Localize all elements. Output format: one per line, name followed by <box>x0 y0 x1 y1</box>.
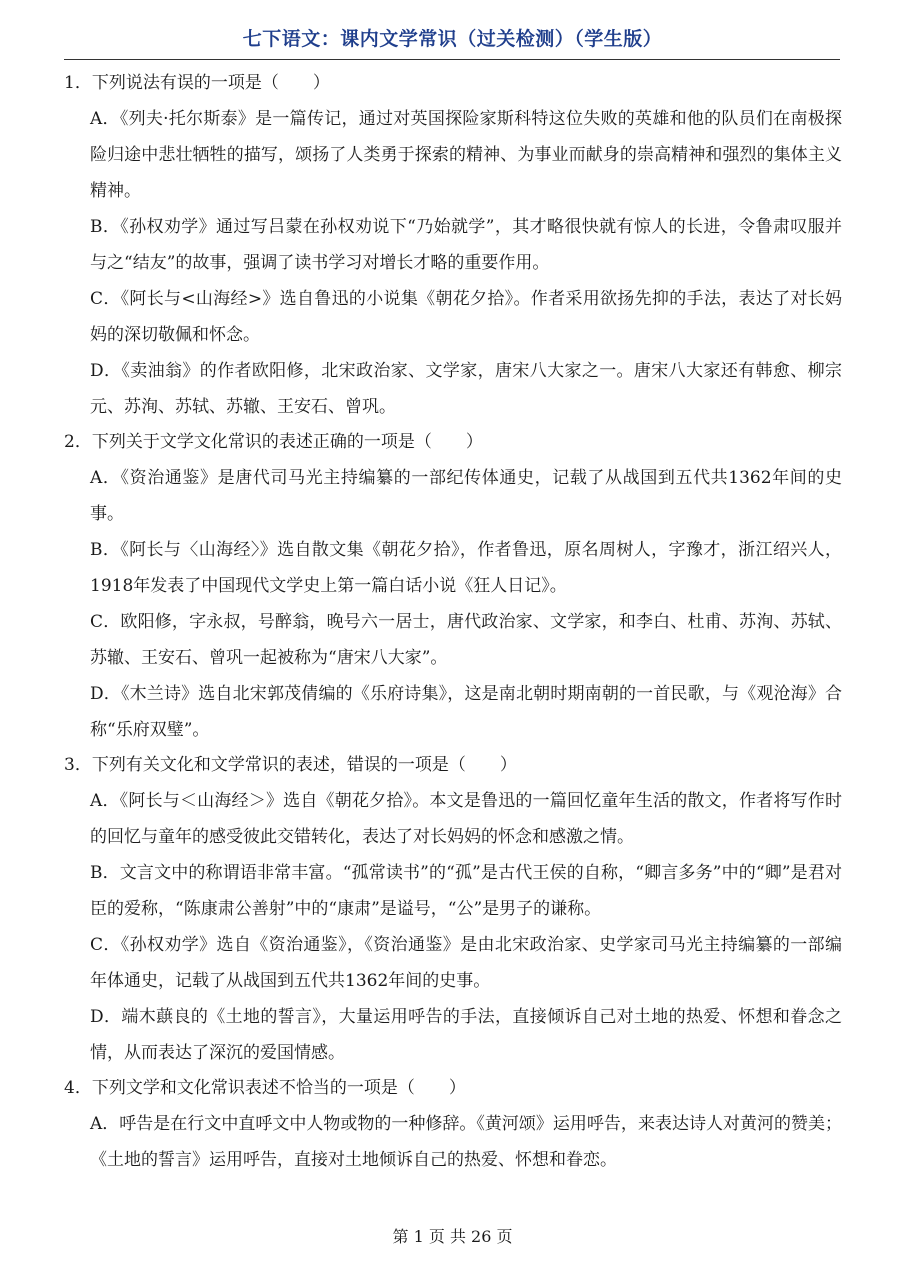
header-divider <box>64 59 840 60</box>
option-c: C．《阿长与<山海经>》选自鲁迅的小说集《朝花夕拾》。作者采用欲扬先抑的手法，表达了对长妈妈的深切敬佩和怀念。 <box>90 289 842 345</box>
question-stem: 1．下列说法有误的一项是（ ） <box>64 73 330 93</box>
document-title: 七下语文：课内文学常识（过关检测）（学生版） <box>242 28 663 50</box>
option-d: D．端木蕻良的《土地的誓言》，大量运用呼告的手法，直接倾诉自己对土地的热爱、怀想和眷念之情，从而表达了深沉的爱国情感。 <box>90 1007 842 1063</box>
option-c: C．欧阳修，字永叔，号醉翁，晚号六一居士，唐代政治家、文学家，和李白、杜甫、苏洵、苏轼、苏辙、王安石、曾巩一起被称为“唐宋八大家”。 <box>90 612 842 668</box>
option-b: B．《孙权劝学》通过写吕蒙在孙权劝说下“乃始就学”，其才略很快就有惊人的长进，令鲁肃叹服并与之“结友”的故事，强调了读书学习对增长才略的重要作用。 <box>90 217 842 273</box>
option-a: A．《列夫·托尔斯泰》是一篇传记，通过对英国探险家斯科特这位失败的英雄和他的队员们在南极探险归途中悲壮牺牲的描写，颂扬了人类勇于探索的精神、为事业而献身的崇高精神和强烈的集体主义精神。 <box>90 109 842 201</box>
question-1 <box>64 66 842 425</box>
option-d: D．《卖油翁》的作者欧阳修，北宋政治家、文学家，唐宋八大家之一。唐宋八大家还有韩愈、柳宗元、苏洵、苏轼、苏辙、王安石、曾巩。 <box>90 361 842 417</box>
question-2 <box>64 425 842 748</box>
option-a: A．《资治通鉴》是唐代司马光主持编纂的一部纪传体通史，记载了从战国到五代共1362年间的史事。 <box>90 468 842 524</box>
page-number: 第 1 页 共 26 页 <box>392 1227 513 1246</box>
question-stem: 3．下列有关文化和文学常识的表述，错误的一项是（ ） <box>64 755 517 775</box>
option-a: A．《阿长与＜山海经＞》选自《朝花夕拾》。本文是鲁迅的一篇回忆童年生活的散文，作者将写作时的回忆与童年的感受彼此交错转化，表达了对长妈妈的怀念和感激之情。 <box>90 791 842 847</box>
option-c: C．《孙权劝学》选自《资治通鉴》，《资治通鉴》是由北宋政治家、史学家司马光主持编纂的一部编年体通史，记载了从战国到五代共1362年间的史事。 <box>90 935 842 991</box>
question-4 <box>64 1071 842 1178</box>
question-stem: 4．下列文学和文化常识表述不恰当的一项是（ ） <box>64 1078 466 1098</box>
question-3 <box>64 748 842 1071</box>
option-b: B．文言文中的称谓语非常丰富。“孤常读书”的“孤”是古代王侯的自称，“卿言多务”中的“卿”是君对臣的爱称，“陈康肃公善射”中的“康肃”是谥号，“公”是男子的谦称。 <box>90 863 842 919</box>
question-stem: 2．下列关于文学文化常识的表述正确的一项是（ ） <box>64 432 483 452</box>
option-b: B．《阿长与〈山海经〉》选自散文集《朝花夕拾》，作者鲁迅，原名周树人，字豫才，浙江绍兴人，1918年发表了中国现代文学史上第一篇白话小说《狂人日记》。 <box>90 540 842 596</box>
option-d: D．《木兰诗》选自北宋郭茂倩编的《乐府诗集》，这是南北朝时期南朝的一首民歌，与《观沧海》合称“乐府双璧”。 <box>90 684 842 740</box>
question-list <box>64 66 842 1178</box>
option-a: A．呼告是在行文中直呼文中人物或物的一种修辞。《黄河颂》运用呼告，来表达诗人对黄河的赞美；《土地的誓言》运用呼告，直接对土地倾诉自己的热爱、怀想和眷恋。 <box>90 1114 842 1170</box>
